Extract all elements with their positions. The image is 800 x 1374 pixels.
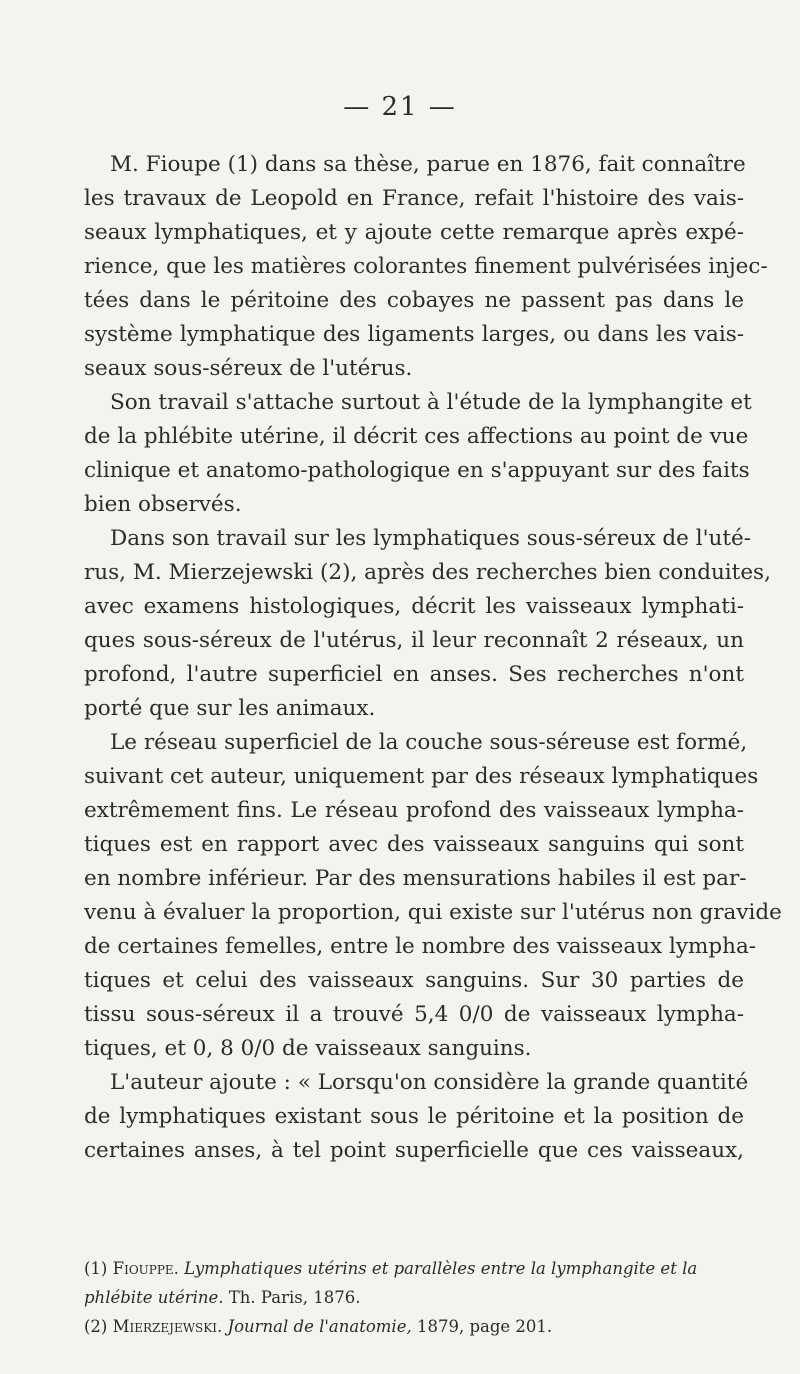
paragraph-4-line: venu à évaluer la proportion, qui existe sur l'utérus non gravide <box>84 900 782 925</box>
paragraph-4-line: tiques et celui des vaisseaux sanguins. Sur 30 parties de <box>84 968 744 993</box>
paragraph-2-line: bien observés. <box>84 492 242 517</box>
paragraph-2-line: clinique et anatomo-pathologique en s'appuyant sur des faits <box>84 458 750 483</box>
paragraph-1-line: les travaux de Leopold en France, refait l'histoire des vais- <box>84 186 744 211</box>
paragraph-3-line: porté que sur les animaux. <box>84 696 376 721</box>
paragraph-1-line: système lymphatique des ligaments larges, ou dans les vais- <box>84 322 744 347</box>
paragraph-5-line: L'auteur ajoute : « Lorsqu'on considère la grande quantité <box>110 1070 749 1095</box>
paragraph-2-line: de la phlébite utérine, il décrit ces affections au point de vue <box>84 424 749 449</box>
footnote-2-publication: 1879, page 201. <box>416 1317 553 1336</box>
footnote-1-line-2 <box>84 1283 744 1312</box>
footnote-1-publication: Th. Paris, 1876. <box>228 1288 361 1307</box>
paragraph-3-line: profond, l'autre superficiel en anses. Ses recherches n'ont <box>84 662 744 687</box>
paragraph-3-line: ques sous-séreux de l'utérus, il leur reconnaît 2 réseaux, un <box>84 628 744 653</box>
footnotes <box>84 1254 744 1341</box>
paragraph-5-line: certaines anses, à tel point superficielle que ces vaisseaux, <box>84 1138 744 1163</box>
paragraph-1-line: seaux lymphatiques, et y ajoute cette remarque après expé- <box>84 220 744 245</box>
footnote-2-author: Mierzejewski. <box>112 1317 223 1336</box>
footnote-1-marker: (1) <box>84 1259 108 1278</box>
footnote-1-line-1 <box>84 1254 744 1283</box>
paragraph-4-line: suivant cet auteur, uniquement par des réseaux lymphatiques <box>84 764 759 789</box>
paragraph-1-line: rience, que les matières colorantes finement pulvérisées injec- <box>84 254 768 279</box>
paragraph-4-line: tissu sous-séreux il a trouvé 5,4 0/0 de vaisseaux lympha- <box>84 1002 744 1027</box>
footnote-1-title-cont: phlébite utérine. <box>84 1288 224 1307</box>
paragraph-1-line: seaux sous-séreux de l'utérus. <box>84 356 413 381</box>
footnote-2-line-1 <box>84 1312 744 1341</box>
paragraph-4-line: tiques, et 0, 8 0/0 de vaisseaux sanguins. <box>84 1036 532 1061</box>
paragraph-3-line: avec examens histologiques, décrit les vaisseaux lymphati- <box>84 594 744 619</box>
paragraph-1-line: tées dans le péritoine des cobayes ne passent pas dans le <box>84 288 744 313</box>
footnote-2-marker: (2) <box>84 1317 108 1336</box>
footnote-1-author: Fiouppe. <box>112 1259 179 1278</box>
paragraph-4-line: extrêmement fins. Le réseau profond des vaisseaux lympha- <box>84 798 744 823</box>
page-number: — 21 — <box>343 92 457 122</box>
body-text <box>84 148 782 1168</box>
paragraph-4-line: Le réseau superficiel de la couche sous-séreuse est formé, <box>110 730 748 755</box>
paragraph-4-line: de certaines femelles, entre le nombre des vaisseaux lympha- <box>84 934 757 959</box>
paragraph-2-line: Son travail s'attache surtout à l'étude de la lymphangite et <box>110 390 752 415</box>
paragraph-1-line: M. Fioupe (1) dans sa thèse, parue en 1876, fait connaître <box>110 152 746 177</box>
paragraph-3-line: Dans son travail sur les lymphatiques sous-séreux de l'uté- <box>110 526 752 551</box>
footnote-2-title: Journal de l'anatomie, <box>227 1317 412 1336</box>
footnote-1-title: Lymphatiques utérins et parallèles entre la lymphangite et la <box>184 1259 698 1278</box>
paragraph-4-line: en nombre inférieur. Par des mensurations habiles il est par- <box>84 866 747 891</box>
paragraph-3-line: rus, M. Mierzejewski (2), après des recherches bien conduites, <box>84 560 771 585</box>
paragraph-5-line: de lymphatiques existant sous le péritoine et la position de <box>84 1104 744 1129</box>
paragraph-4-line: tiques est en rapport avec des vaisseaux sanguins qui sont <box>84 832 744 857</box>
